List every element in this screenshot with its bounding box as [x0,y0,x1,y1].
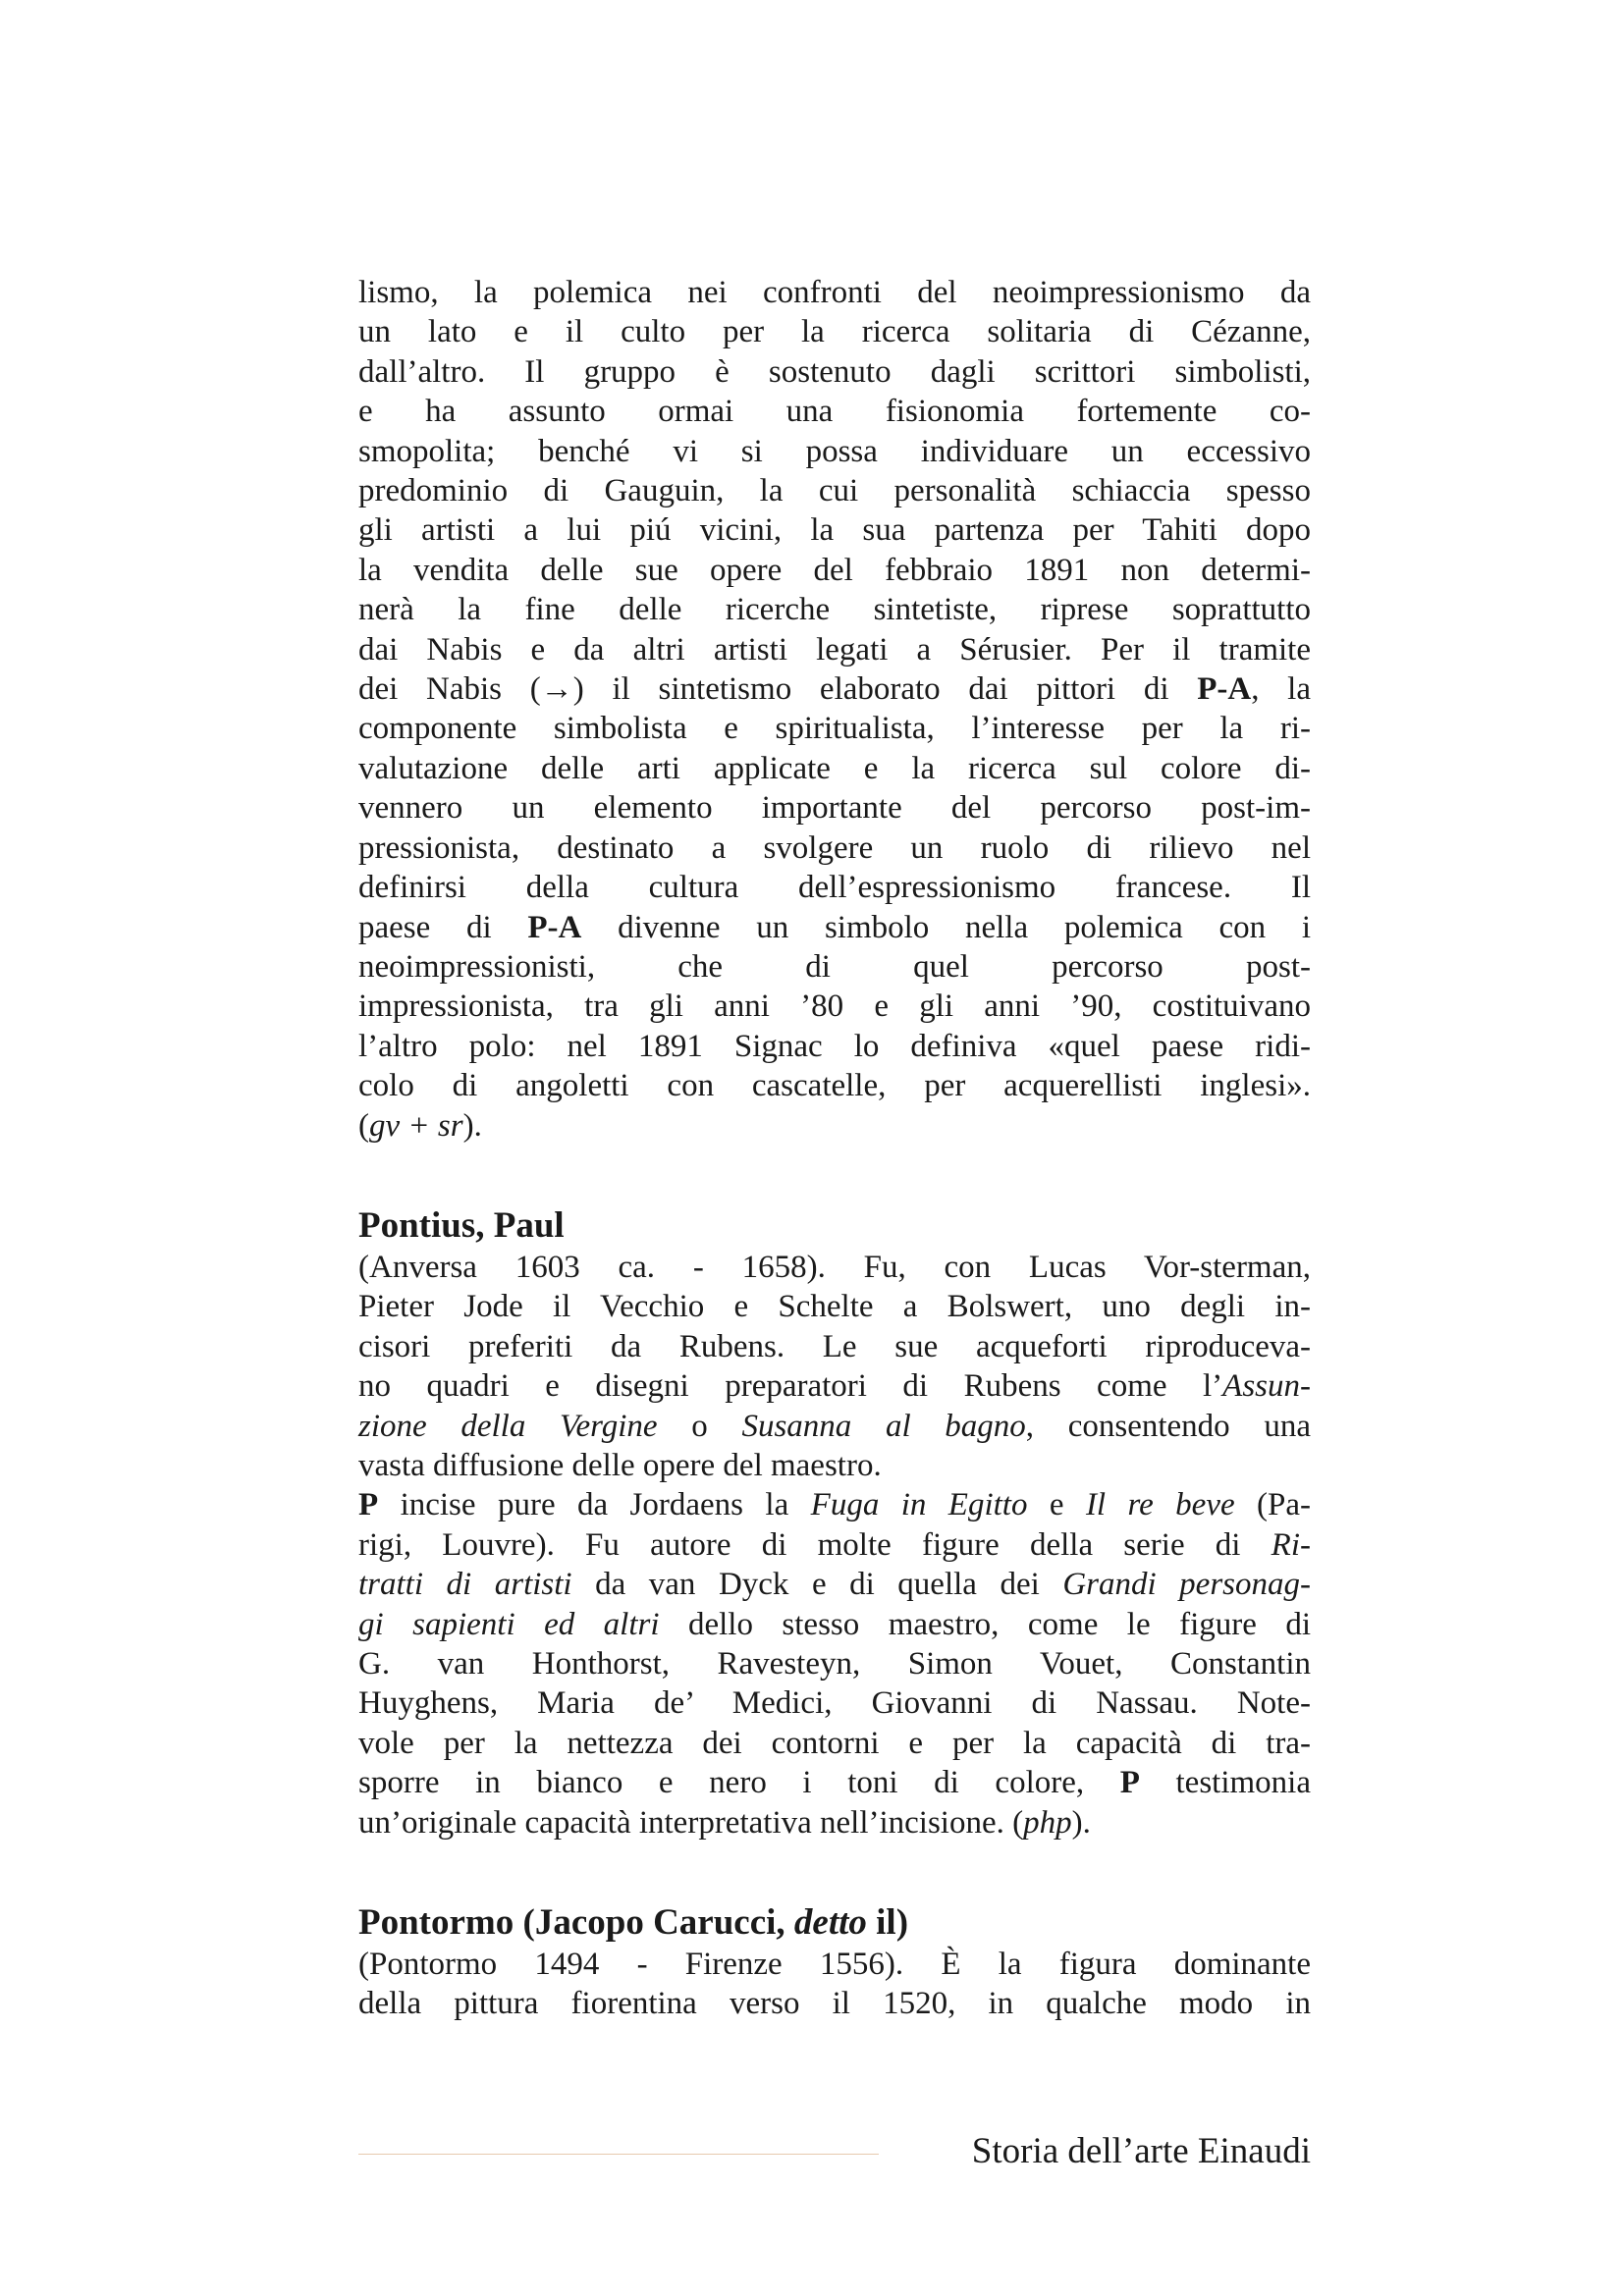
text-line: Pieter Jode il Vecchio e Schelte a Bolswert, uno degli in- [358,1289,1311,1325]
footer-title: Storia dell’arte Einaudi [971,2131,1311,2171]
text-line: predominio di Gauguin, la cui personalità schiaccia spesso [358,473,1311,509]
text-line: vole per la nettezza dei contorni e per la capacità di tra- [358,1725,1311,1761]
text-line: smopolita; benché vi si possa individuare un eccessivo [358,433,1311,469]
text-line: colo di angoletti con cascatelle, per acquerellisti inglesi». [358,1068,1311,1104]
text-line: definirsi della cultura dell’espressionismo francese. Il [358,870,1311,906]
entry-abbreviation: P-A [1197,671,1252,708]
text-line: sporre in bianco e nero i toni di colore, P testimonia [358,1765,1311,1801]
footer-rule [358,2154,879,2155]
entry-pontius [358,1204,1311,1842]
text-line: rigi, Louvre). Fu autore di molte figure della serie di Ri- [358,1526,1311,1563]
entry-heading: Pontormo (Jacopo Carucci, detto il) [358,1902,909,1944]
text-line: e ha assunto ormai una fisionomia fortemente co- [358,394,1311,430]
text-line: della pittura fiorentina verso il 1520, in qualche modo in [358,1986,1311,2022]
text-line: dall’altro. Il gruppo è sostenuto dagli scrittori simbolisti, [358,353,1311,390]
text-line: G. van Honthorst, Ravesteyn, Simon Vouet, Constantin [358,1646,1311,1682]
text-line: l’altro polo: nel 1891 Signac lo definiva «quel paese ridi- [358,1028,1311,1064]
text-line: zione della Vergine o Susanna al bagno, consentendo una [358,1408,1311,1444]
text-line: cisori preferiti da Rubens. Le sue acqueforti riproduceva- [358,1328,1311,1364]
cross-reference-arrow-icon: → [540,671,573,708]
text-line: vennero un elemento importante del percorso post-im- [358,790,1311,827]
text-line: (Pontormo 1494 - Firenze 1556). È la figura dominante [358,1947,1311,1983]
text-line: componente simbolista e spiritualista, l’interesse per la ri- [358,711,1311,747]
entry-continuation [358,273,1311,1146]
text-line: lismo, la polemica nei confronti del neoimpressionismo da [358,275,1311,310]
entry-heading: Pontius, Paul [358,1204,565,1246]
text-line: vasta diffusione delle opere del maestro. [358,1447,882,1483]
text-line: nerà la fine delle ricerche sintetiste, riprese soprattutto [358,592,1311,628]
text-line: P incise pure da Jordaens la Fuga in Egitto e Il re beve (Pa- [358,1487,1312,1523]
entry-abbreviation: P [358,1487,379,1523]
text-line: gli artisti a lui piú vicini, la sua partenza per Tahiti dopo [358,512,1311,549]
text-line: valutazione delle arti applicate e la ricerca sul colore di- [358,750,1311,786]
text-line: neoimpressionisti, che di quel percorso post- [358,948,1311,985]
author-signature: (gv + sr). [358,1107,482,1144]
text-line: dai Nabis e da altri artisti legati a Sérusier. Per il tramite [358,631,1311,667]
text-line: no quadri e disegni preparatori di Rubens come l’Assun- [358,1368,1311,1405]
text-line: impressionista, tra gli anni ’80 e gli anni ’90, costituivano [358,988,1311,1025]
entry-abbreviation: P [1119,1765,1140,1801]
author-signature: un’originale capacità interpretativa nell’incisione. (php). [358,1804,1091,1841]
text-line: un lato e il culto per la ricerca solitaria di Cézanne, [358,314,1311,350]
text-line: dei Nabis (→) il sintetismo elaborato dai pittori di P-A, la [358,671,1311,708]
article-column [358,273,1311,2024]
text-line: pressionista, destinato a svolgere un ruolo di rilievo nel [358,829,1311,866]
text-line: tratti di artisti da van Dyck e di quella dei Grandi personag- [358,1567,1311,1603]
text-line: la vendita delle sue opere del febbraio 1891 non determi- [358,552,1311,588]
text-line: gi sapienti ed altri dello stesso maestro, come le figure di [358,1606,1311,1642]
text-line: Huyghens, Maria de’ Medici, Giovanni di Nassau. Note- [358,1685,1311,1722]
entry-abbreviation: P-A [527,909,582,945]
text-line: paese di P-A divenne un simbolo nella polemica con i [358,909,1312,945]
text-line: (Anversa 1603 ca. - 1658). Fu, con Lucas Vor-sterman, [358,1249,1311,1285]
entry-pontormo [358,1901,1311,2024]
